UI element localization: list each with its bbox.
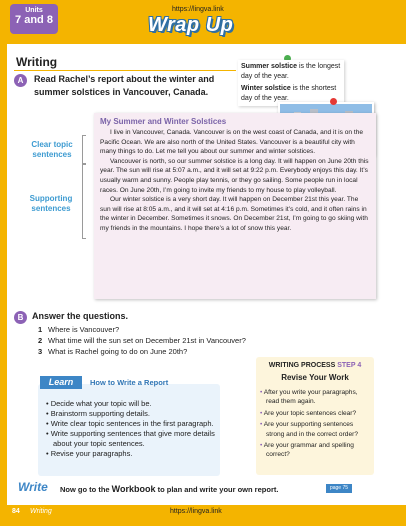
clear-topic-label: Clear topic sentences [31, 140, 73, 159]
report-title: My Summer and Winter Solstices [100, 117, 227, 126]
learn-item: • Decide what your topic will be. [46, 399, 152, 408]
heading-rule [14, 70, 236, 71]
footer-label: Writing [30, 508, 52, 515]
question-list [38, 324, 246, 357]
workbook-instruction: Now go to the Workbook to plan and write your own report. [60, 484, 279, 494]
report-paragraph-1: I live in Vancouver, Canada. Vancouver is on the west coast of Canada, and it is on the Pacific Ocean. We are also north of the United States. Vancouver is a beautiful city with many things to do. Let me tell you about our summer and winter solstices. [100, 129, 364, 156]
writing-process-step: STEP 4 [337, 362, 362, 369]
wp-item: • Are your supporting sentences strong and in the correct order? [260, 421, 358, 438]
winter-term: Winter solstice [241, 85, 291, 92]
learn-tag: Learn [40, 376, 82, 389]
learn-title: How to Write a Report [90, 378, 169, 387]
writing-process-list [260, 388, 372, 462]
units-numbers: 7 and 8 [15, 14, 53, 26]
workbook-word: Workbook [111, 484, 156, 494]
report-body [100, 128, 370, 234]
b-badge: B [14, 311, 27, 324]
learn-item: • Write supporting sentences that give more details about your topic sentences. [46, 429, 215, 448]
report-paragraph-2: Vancouver is north, so our summer solstice is a long day. It will happen on June 20th this year. The sun will rise at 5:07 a.m., and it will set at 9:22 p.m. Everybody enjoys this day. It’s usually warm and sunny. People play tennis, or they go sailing. Some people run in local races. On June 20th, I’m going to invite my friends to my house to play volleyball. [100, 157, 369, 194]
writing-process-heading: WRITING PROCESS STEP 4 [268, 362, 362, 369]
page-reference[interactable]: page 75 [326, 484, 352, 493]
report-paragraph-3: Our winter solstice is a very short day. It will happen on December 21st this year. The sun will rise at 8:05 a.m., and it will set at 4:16 p.m. Sometimes it’s cold, and it often rains in the winter in December. Sometimes it snows. On December 21st, I’m going to go skiing with my friends in the mountains. I hope there’s a lot of snow this year. [100, 196, 368, 232]
wp-item: • Are your grammar and spelling correct? [260, 442, 354, 459]
a-badge: A [14, 74, 27, 87]
learn-item: • Write clear topic sentences in the first paragraph. [46, 419, 214, 428]
solstice-note [238, 60, 344, 106]
question-item: 1 Where is Vancouver? [38, 325, 120, 334]
wp-item: • Are your topic sentences clear? [260, 409, 357, 417]
learn-item: • Revise your paragraphs. [46, 449, 133, 458]
footer-url[interactable]: https://lingva.link [170, 508, 222, 515]
section-heading: Writing [16, 55, 58, 69]
writing-process-subtitle: Revise Your Work [281, 373, 349, 382]
header-url[interactable]: https://lingva.link [172, 6, 224, 13]
question-item: 2 What time will the sun set on December 21st in Vancouver? [38, 336, 246, 345]
learn-item: • Brainstorm supporting details. [46, 409, 150, 418]
learn-list [46, 399, 218, 459]
supporting-label: Supporting sentences [29, 194, 73, 213]
red-pin-icon [330, 98, 337, 105]
units-label: Units [25, 7, 43, 14]
wp-item: • After you write your paragraphs, read them again. [260, 389, 358, 406]
winter-def: is the shortest day of the year. [241, 85, 337, 102]
page-number: 84 [12, 508, 20, 515]
summer-term: Summer solstice [241, 63, 298, 70]
a-instruction: Read Rachel’s report about the winter and summer solstices in Vancouver, Canada. [34, 74, 215, 97]
supporting-bracket [82, 163, 86, 239]
page-title: Wrap Up [148, 14, 234, 36]
write-icon: Write [18, 480, 48, 494]
summer-def: is the longest day of the year. [241, 63, 341, 80]
question-item: 3 What is Rachel going to do on June 20th? [38, 347, 188, 356]
clear-topic-bracket [82, 135, 86, 165]
units-badge [10, 4, 58, 34]
b-heading: Answer the questions. [32, 311, 129, 321]
